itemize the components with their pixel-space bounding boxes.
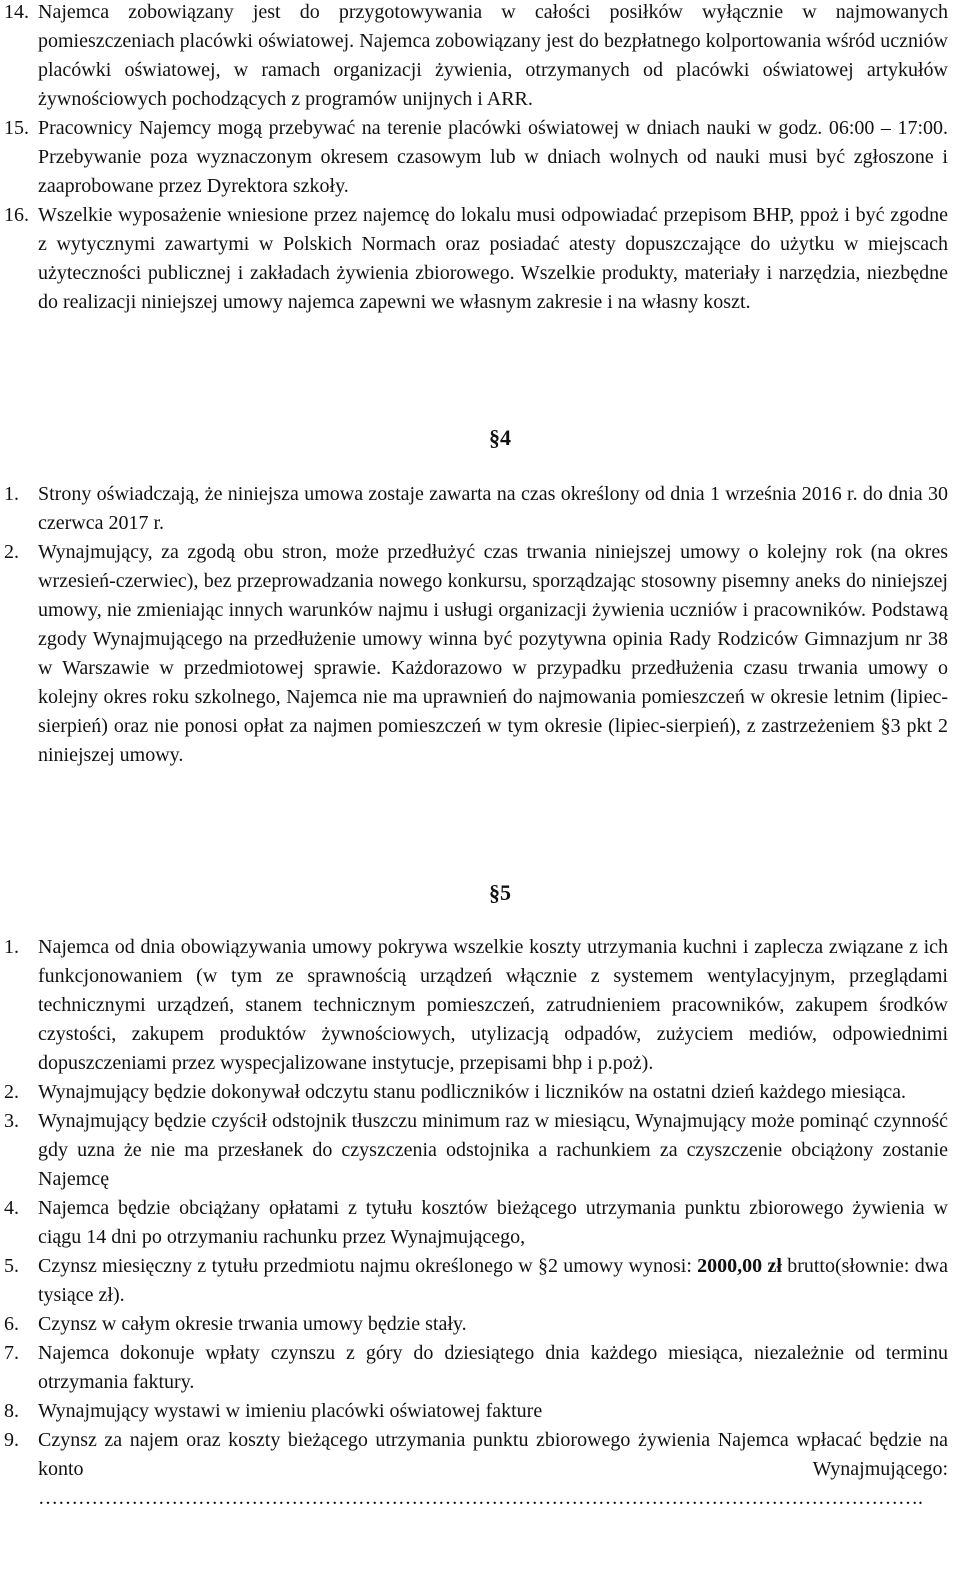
list-item	[0, 0, 960, 114]
section5-heading: §5	[489, 880, 511, 905]
item-number: 1.	[4, 483, 19, 505]
item-number: 14.	[4, 1, 29, 23]
item-number: 8.	[4, 1400, 19, 1422]
item-text: Najemca będzie obciążany opłatami z tytułu kosztów bieżącego utrzymania punktu zbiorowego żywienia w ciągu 14 dni po otrzymaniu rachunku przez Wynajmującego,	[38, 1197, 948, 1248]
item-text: Najemca dokonuje wpłaty czynszu z góry do dziesiątego dnia każdego miesiąca, niezależnie od terminu otrzymania faktury.	[38, 1342, 948, 1393]
item-number: 3.	[4, 1110, 19, 1132]
section4-heading: §4	[489, 425, 511, 450]
list-item	[0, 1339, 960, 1397]
list-item	[0, 1107, 960, 1194]
item-number: 2.	[4, 1081, 19, 1103]
item-text: Najemca od dnia obowiązywania umowy pokrywa wszelkie koszty utrzymania kuchni i zaplecza związane z ich funkcjonowaniem (w tym ze sprawnością urządzeń włącznie z systemem wentylacyjnym, przeglądami technicznymi urządzeń, stanem technicznym pomieszczeń, zatrudnieniem pracowników, zakupem środków czystości, zakupem produktów żywnościowych, utylizacją odpadów, zużyciem mediów, odpowiednimi dopuszczeniami przez wyspecjalizowane instytucje, przepisami bhp i p.poż).	[38, 936, 948, 1074]
item-text: Wynajmujący będzie dokonywał odczytu stanu podliczników i liczników na ostatni dzień każdego miesiąca.	[38, 1081, 906, 1103]
list-item	[0, 1194, 960, 1252]
section4-list	[0, 480, 960, 770]
item-number: 2.	[4, 541, 19, 563]
list-item	[0, 1310, 960, 1339]
list-item	[0, 933, 960, 1078]
section5-list	[0, 933, 960, 1513]
item-number: 6.	[4, 1313, 19, 1335]
account-placeholder-dots: …………………………………………………………………………………………………………………….	[38, 1487, 923, 1509]
section3-list	[0, 0, 960, 317]
item-text: Najemca zobowiązany jest do przygotowywania w całości posiłków wyłącznie w najmowanych pomieszczeniach placówki oświatowej. Najemca zobowiązany jest do bezpłatnego kolportowania wśród uczniów placówki oświatowej, w ramach organizacji żywienia, otrzymanych od placówki oświatowej artykułów żywnościowych pochodzących z programów unijnych i ARR.	[38, 1, 948, 110]
item-number: 15.	[4, 117, 29, 139]
item-text: Wynajmujący będzie czyścił odstojnik tłuszczu minimum raz w miesiącu, Wynajmujący może pominąć czynność gdy uzna że nie ma przesłanek do czyszczenia odstojnika a rachunkiem za czyszczenie obciążony zostanie Najemcę	[38, 1110, 948, 1190]
section-heading	[0, 880, 960, 906]
item-text	[38, 1252, 948, 1310]
item-text: Pracownicy Najemcy mogą przebywać na terenie placówki oświatowej w dniach nauki w godz. 06:00 – 17:00. Przebywanie poza wyznaczonym okresem czasowym lub w dniach wolnych od nauki musi być zgłoszone i zaaprobowane przez Dyrektora szkoły.	[38, 117, 948, 197]
list-item	[0, 480, 960, 538]
item-text: Czynsz w całym okresie trwania umowy będzie stały.	[38, 1313, 467, 1335]
list-item	[0, 538, 960, 770]
item-text: Strony oświadczają, że niniejsza umowa zostaje zawarta na czas określony od dnia 1 września 2016 r. do dnia 30 czerwca 2017 r.	[38, 483, 948, 534]
item-number: 1.	[4, 936, 19, 958]
item-number: 9.	[4, 1429, 19, 1451]
list-item	[0, 1397, 960, 1426]
item-number: 7.	[4, 1342, 19, 1364]
list-item	[0, 201, 960, 317]
item-number: 5.	[4, 1255, 19, 1277]
item-text-part: brutto(słownie: dwa tysiące zł).	[38, 1255, 949, 1306]
rent-amount: 2000,00 zł	[697, 1255, 782, 1277]
list-item	[0, 1078, 960, 1107]
item-number: 16.	[4, 204, 29, 226]
item-text: Wynajmujący, za zgodą obu stron, może przedłużyć czas trwania niniejszej umowy o kolejny rok (na okres wrzesień-czerwiec), bez przeprowadzania nowego konkursu, sporządzając stosowny pisemny aneks do niniejszej umowy, nie zmieniając innych warunków najmu i usługi organizacji żywienia uczniów i pracowników. Podstawą zgody Wynajmującego na przedłużenie umowy winna być pozytywna opinia Rady Rodziców Gimnazjum nr 38 w Warszawie w przedmiotowej sprawie. Każdorazowo w przypadku przedłużenia czasu trwania umowy o kolejny okres roku szkolnego, Najemca nie ma uprawnień do najmowania pomieszczeń w okresie letnim (lipiec-sierpień) oraz nie ponosi opłat za najmen pomieszczeń w tym okresie (lipiec-sierpień), z zastrzeżeniem §3 pkt 2 niniejszej umowy.	[38, 541, 948, 766]
section-heading	[0, 425, 960, 451]
item-text-part: Czynsz miesięczny z tytułu przedmiotu najmu określonego w §2 umowy wynosi:	[38, 1255, 698, 1277]
list-item	[0, 1252, 960, 1310]
item-text: Czynsz za najem oraz koszty bieżącego utrzymania punktu zbiorowego żywienia Najemca wpłacać będzie na konto Wynajmującego:	[38, 1429, 948, 1480]
item-text: Wynajmujący wystawi w imieniu placówki oświatowej fakture	[38, 1400, 543, 1422]
list-item	[0, 1426, 960, 1513]
item-number: 4.	[4, 1197, 19, 1219]
item-text: Wszelkie wyposażenie wniesione przez najemcę do lokalu musi odpowiadać przepisom BHP, ppoż i być zgodne z wytycznymi zawartymi w Polskich Normach oraz posiadać atesty dopuszczające do użytku w miejscach użyteczności publicznej i zakładach żywienia zbiorowego. Wszelkie produkty, materiały i narzędzia, niezbędne do realizacji niniejszej umowy najemca zapewni we własnym zakresie i na własny koszt.	[38, 204, 948, 313]
list-item	[0, 114, 960, 201]
